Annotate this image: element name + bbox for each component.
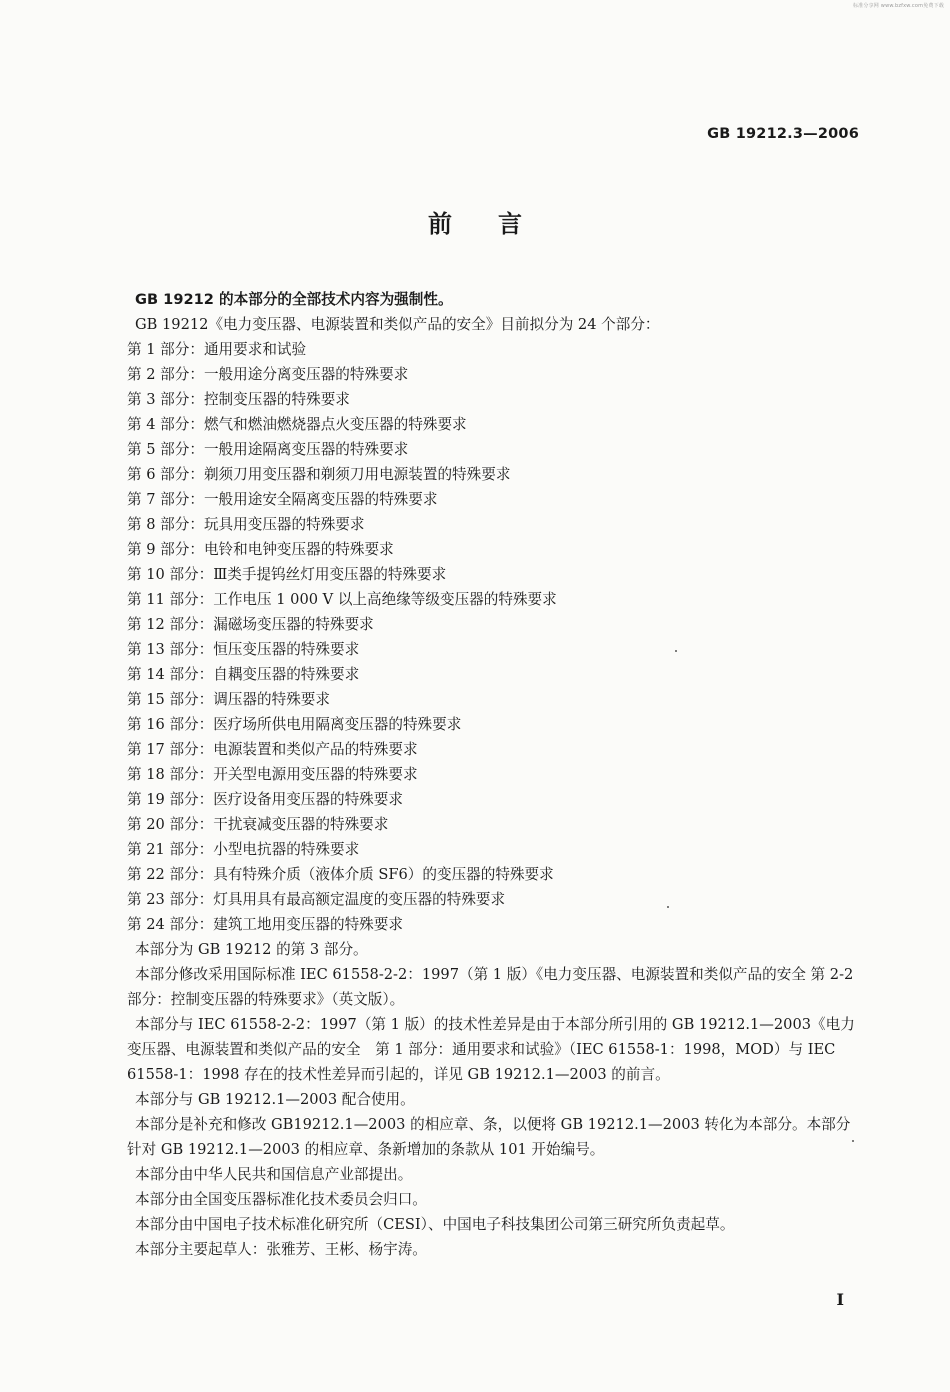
part-item: 第 17 部分：电源装置和类似产品的特殊要求: [127, 741, 418, 758]
part-item: 第 24 部分：建筑工地用变压器的特殊要求: [127, 916, 403, 933]
mandatory-statement: GB 19212 的本部分的全部技术内容为强制性。: [135, 291, 453, 308]
part-item: 第 11 部分：工作电压 1 000 V 以上高绝缘等级变压器的特殊要求: [127, 591, 557, 608]
part-item: 第 5 部分：一般用途隔离变压器的特殊要求: [127, 441, 409, 458]
part-item: 第 2 部分：一般用途分离变压器的特殊要求: [127, 366, 409, 383]
part-item: 第 10 部分：Ⅲ类手提钨丝灯用变压器的特殊要求: [127, 566, 447, 583]
drafters-statement: 本部分主要起草人：张雅芳、王彬、杨宇涛。: [135, 1241, 427, 1258]
part-item: 第 8 部分：玩具用变压器的特殊要求: [127, 516, 365, 533]
part-item: 第 3 部分：控制变压器的特殊要求: [127, 391, 350, 408]
page-number: I: [836, 1290, 844, 1309]
part-item: 第 19 部分：医疗设备用变压器的特殊要求: [127, 791, 403, 808]
watermark: 标准分享网 www.bzfxw.com免费下载: [852, 3, 944, 9]
part-of-statement: 本部分为 GB 19212 的第 3 部分。: [135, 941, 368, 958]
adoption-statement: 本部分修改采用国际标准 IEC 61558-2-2：1997（第 1 版）《电力变压器、电源装置和类似产品的安全 第 2-2 部分：控制变压器的特殊要求》（英文版）。: [127, 966, 854, 1008]
part-item: 第 22 部分：具有特殊介质（液体介质 SF6）的变压器的特殊要求: [127, 866, 554, 883]
document-code: GB 19212.3—2006: [707, 126, 859, 142]
part-item: 第 4 部分：燃气和燃油燃烧器点火变压器的特殊要求: [127, 416, 467, 433]
part-item: 第 14 部分：自耦变压器的特殊要求: [127, 666, 360, 683]
used-with-statement: 本部分与 GB 19212.1—2003 配合使用。: [135, 1091, 415, 1108]
supplement-statement: 本部分是补充和修改 GB19212.1—2003 的相应章、条，以便将 GB 19212.1—2003 转化为本部分。本部分针对 GB 19212.1—2003 的相应章、条新增加的条款从 101 开始编号。: [127, 1116, 851, 1158]
part-item: 第 13 部分：恒压变压器的特殊要求: [127, 641, 360, 658]
managed-by-statement: 本部分由全国变压器标准化技术委员会归口。: [135, 1191, 427, 1208]
proposed-by-statement: 本部分由中华人民共和国信息产业部提出。: [135, 1166, 413, 1183]
part-item: 第 7 部分：一般用途安全隔离变压器的特殊要求: [127, 491, 438, 508]
difference-statement: 本部分与 IEC 61558-2-2：1997（第 1 版）的技术性差异是由于本部分所引用的 GB 19212.1—2003《电力变压器、电源装置和类似产品的安全 第 1 部分：通用要求和试验》（IEC 61558-1：1998，MOD）与 IEC 61558-1：1998 存在的技术性差异而引起的，详见 GB 19212.1—2003 的前言。: [127, 1016, 855, 1083]
drafted-by-statement: 本部分由中国电子技术标准化研究所（CESI）、中国电子科技集团公司第三研究所负责起草。: [135, 1216, 735, 1233]
part-item: 第 6 部分：剃须刀用变压器和剃须刀用电源装置的特殊要求: [127, 466, 511, 483]
part-item: 第 9 部分：电铃和电钟变压器的特殊要求: [127, 541, 394, 558]
scan-speck: [667, 906, 669, 908]
part-item: 第 23 部分：灯具用具有最高额定温度的变压器的特殊要求: [127, 891, 506, 908]
scan-speck: [852, 1140, 854, 1142]
foreword-body: [127, 287, 862, 1262]
scan-speck: [675, 650, 677, 652]
part-item: 第 16 部分：医疗场所供电用隔离变压器的特殊要求: [127, 716, 462, 733]
part-item: 第 21 部分：小型电抗器的特殊要求: [127, 841, 360, 858]
part-item: 第 12 部分：漏磁场变压器的特殊要求: [127, 616, 374, 633]
part-item: 第 15 部分：调压器的特殊要求: [127, 691, 330, 708]
page-title: 前言: [428, 210, 568, 238]
part-item: 第 20 部分：干扰衰减变压器的特殊要求: [127, 816, 389, 833]
part-item: 第 18 部分：开关型电源用变压器的特殊要求: [127, 766, 418, 783]
part-item: 第 1 部分：通用要求和试验: [127, 341, 307, 358]
series-intro: GB 19212《电力变压器、电源装置和类似产品的安全》目前拟分为 24 个部分：: [135, 316, 660, 333]
